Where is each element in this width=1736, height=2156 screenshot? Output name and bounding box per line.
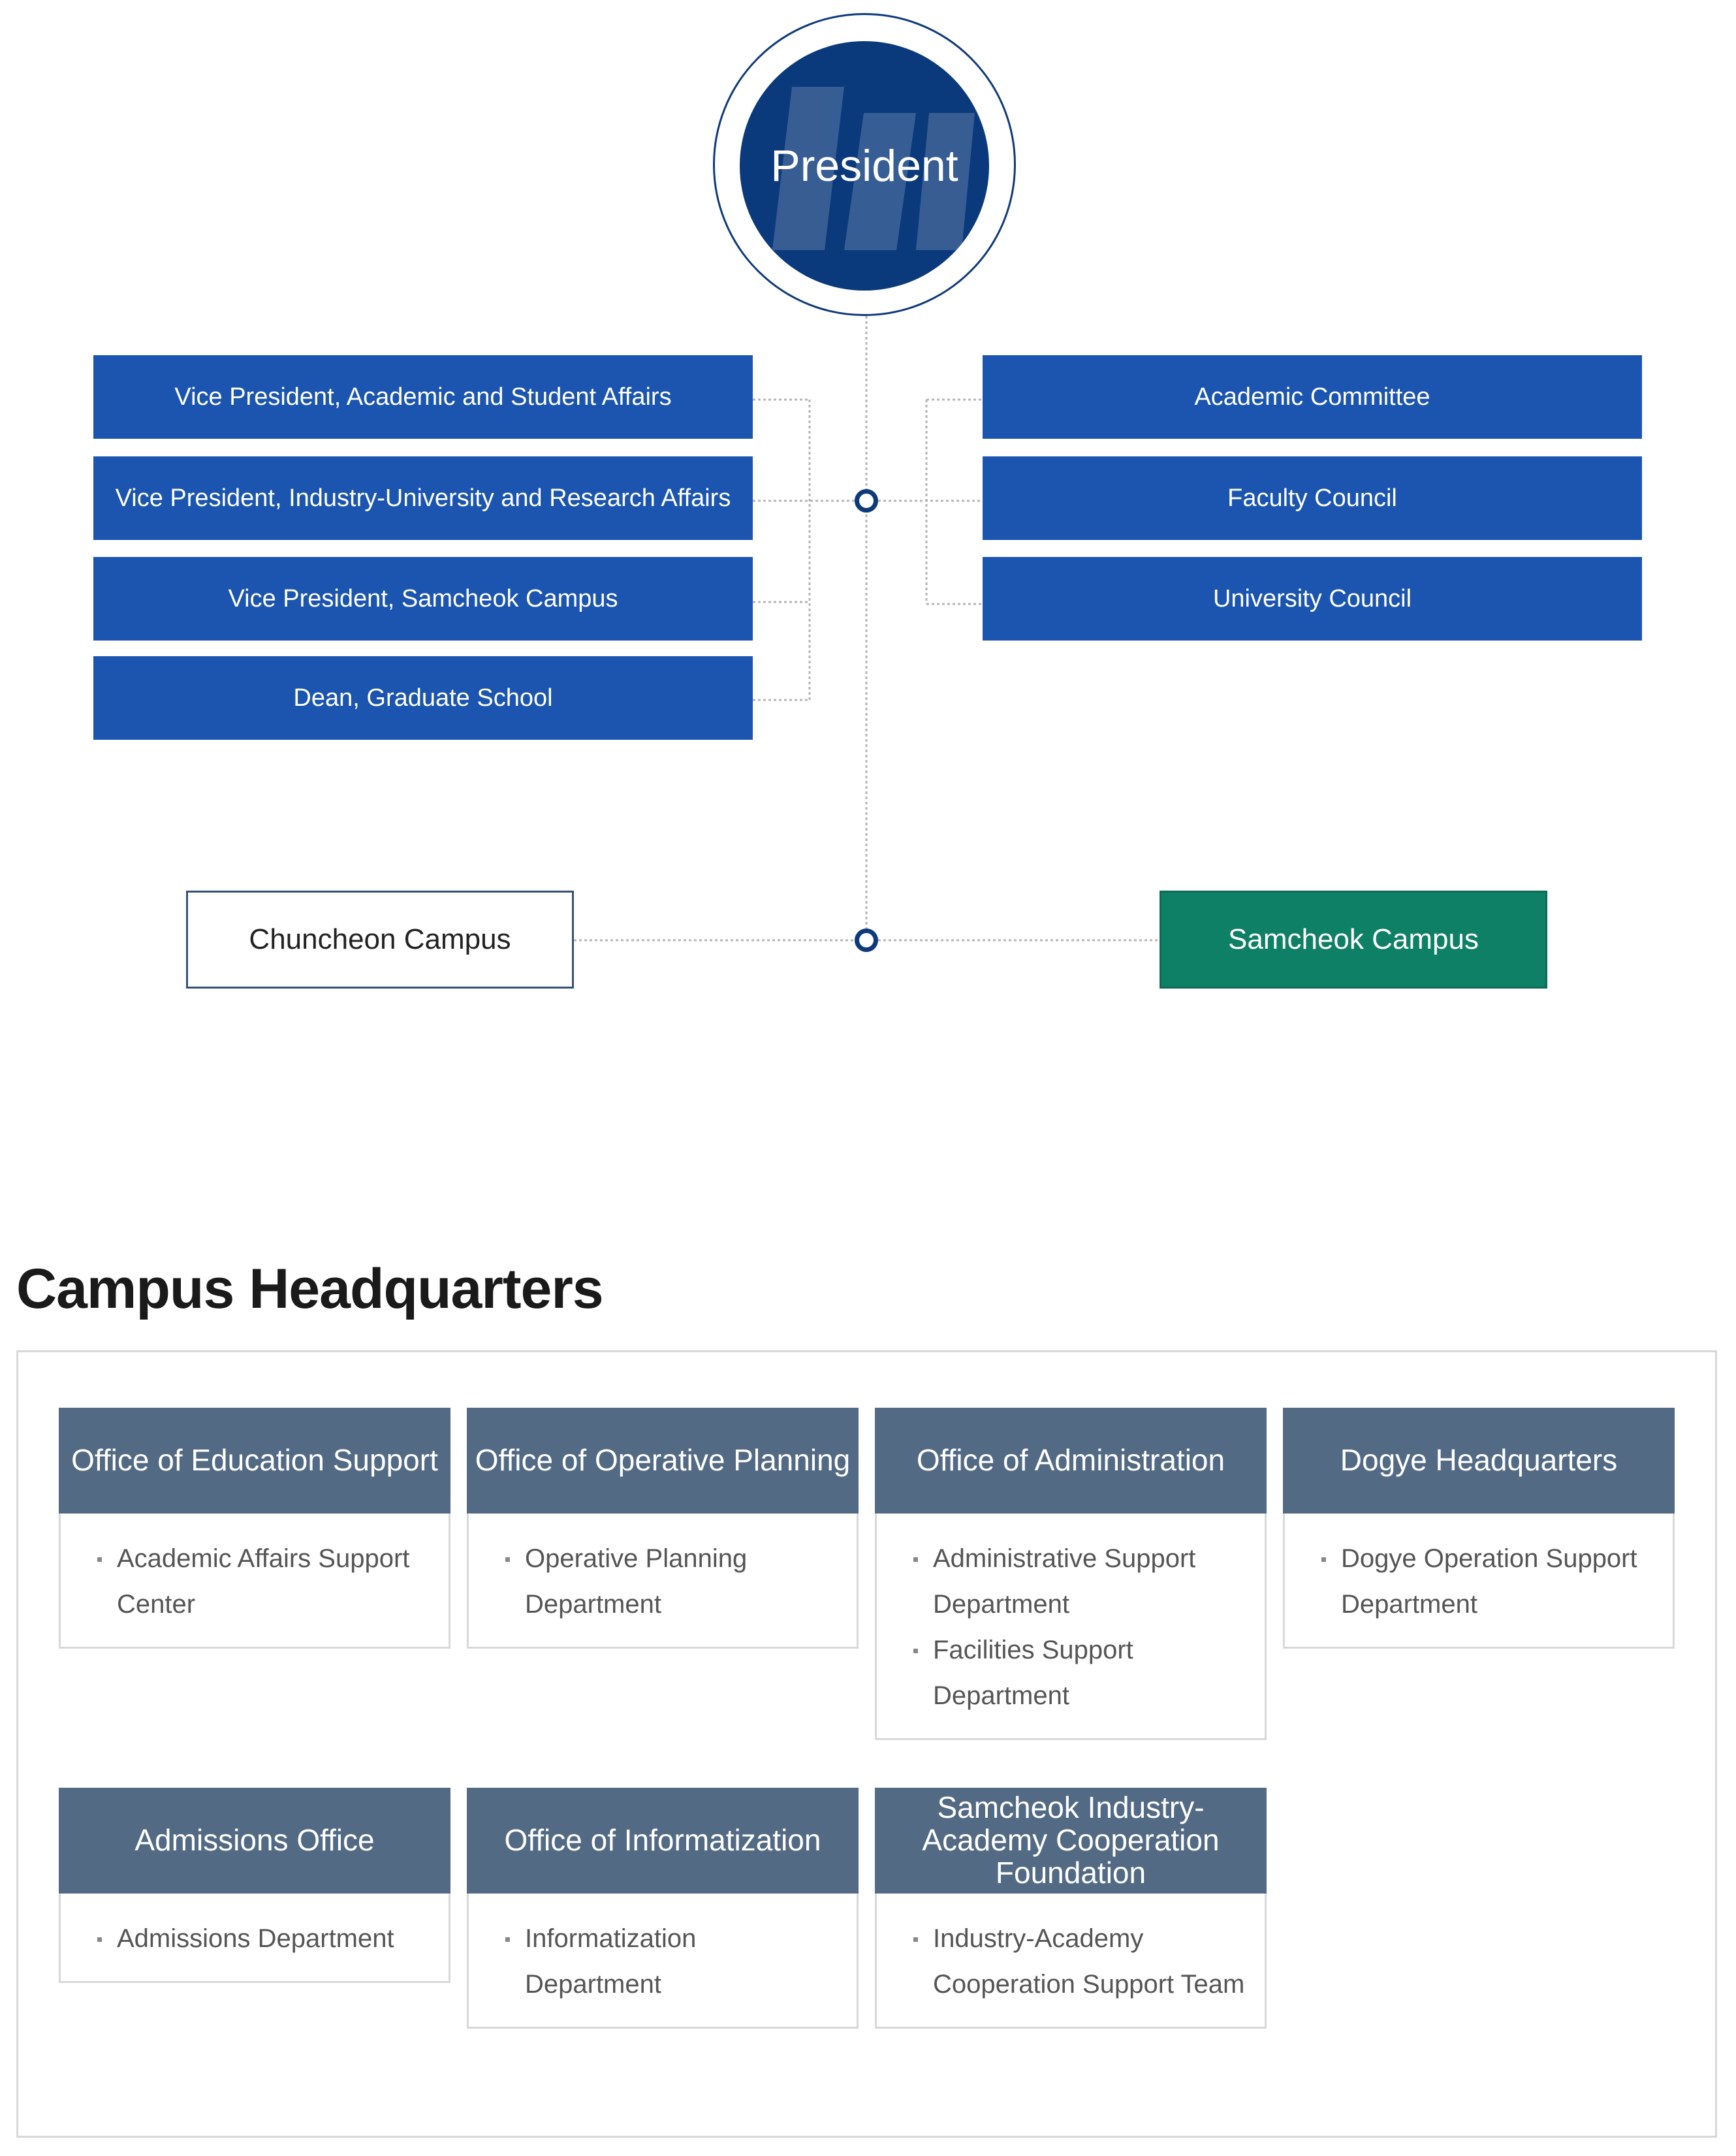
card-title: Samcheok Industry-Academy Cooperation Foundation [875,1788,1267,1894]
president-node[interactable] [740,41,989,291]
list-item: Dogye Operation Support Department [1341,1536,1653,1627]
hq-card-admissions[interactable] [59,1788,450,1983]
role-vp-academic-student[interactable]: Vice President, Academic and Student Affairs [93,355,753,439]
card-body [875,1514,1267,1740]
samcheok-campus-box[interactable]: Samcheok Campus [1160,891,1547,989]
card-body [1283,1514,1675,1649]
card-title: Dogye Headquarters [1283,1408,1675,1514]
junction-node-roles [855,489,878,513]
hq-card-dogye[interactable] [1283,1408,1675,1649]
card-body [467,1894,859,2029]
hq-card-administration[interactable] [875,1408,1267,1740]
list-item: Academic Affairs Support Center [117,1536,429,1627]
hq-card-operative-planning[interactable] [467,1408,859,1649]
list-item: Admissions Department [117,1916,429,1961]
chuncheon-campus-box[interactable]: Chuncheon Campus [186,891,574,989]
role-vp-samcheok[interactable]: Vice President, Samcheok Campus [93,557,753,641]
card-title: Office of Administration [875,1408,1267,1514]
role-faculty-council[interactable]: Faculty Council [983,456,1642,540]
hq-card-education-support[interactable] [59,1408,450,1649]
list-item: Industry-Academy Cooperation Support Team [933,1916,1245,2007]
card-title: Admissions Office [59,1788,450,1894]
list-item: Administrative Support Department [933,1536,1245,1627]
list-item: Operative Planning Department [525,1536,837,1627]
role-vp-industry-research[interactable]: Vice President, Industry-University and Research Affairs [93,456,753,540]
card-title: Office of Informatization [467,1788,859,1894]
hq-card-informatization[interactable] [467,1788,859,2029]
hq-card-industry-academy-foundation[interactable] [875,1788,1267,2029]
section-title: Campus Headquarters [16,1258,603,1320]
card-body [467,1514,859,1649]
president-label: President [770,141,958,191]
card-title: Office of Education Support [59,1408,450,1514]
junction-node-campuses [855,928,878,952]
role-academic-committee[interactable]: Academic Committee [983,355,1642,439]
role-university-council[interactable]: University Council [983,557,1642,641]
list-item: Informatization Department [525,1916,837,2007]
role-dean-graduate[interactable]: Dean, Graduate School [93,656,753,740]
card-body [59,1894,450,1983]
card-body [875,1894,1267,2029]
card-body [59,1514,450,1649]
list-item: Facilities Support Department [933,1627,1245,1719]
card-title: Office of Operative Planning [467,1408,859,1514]
